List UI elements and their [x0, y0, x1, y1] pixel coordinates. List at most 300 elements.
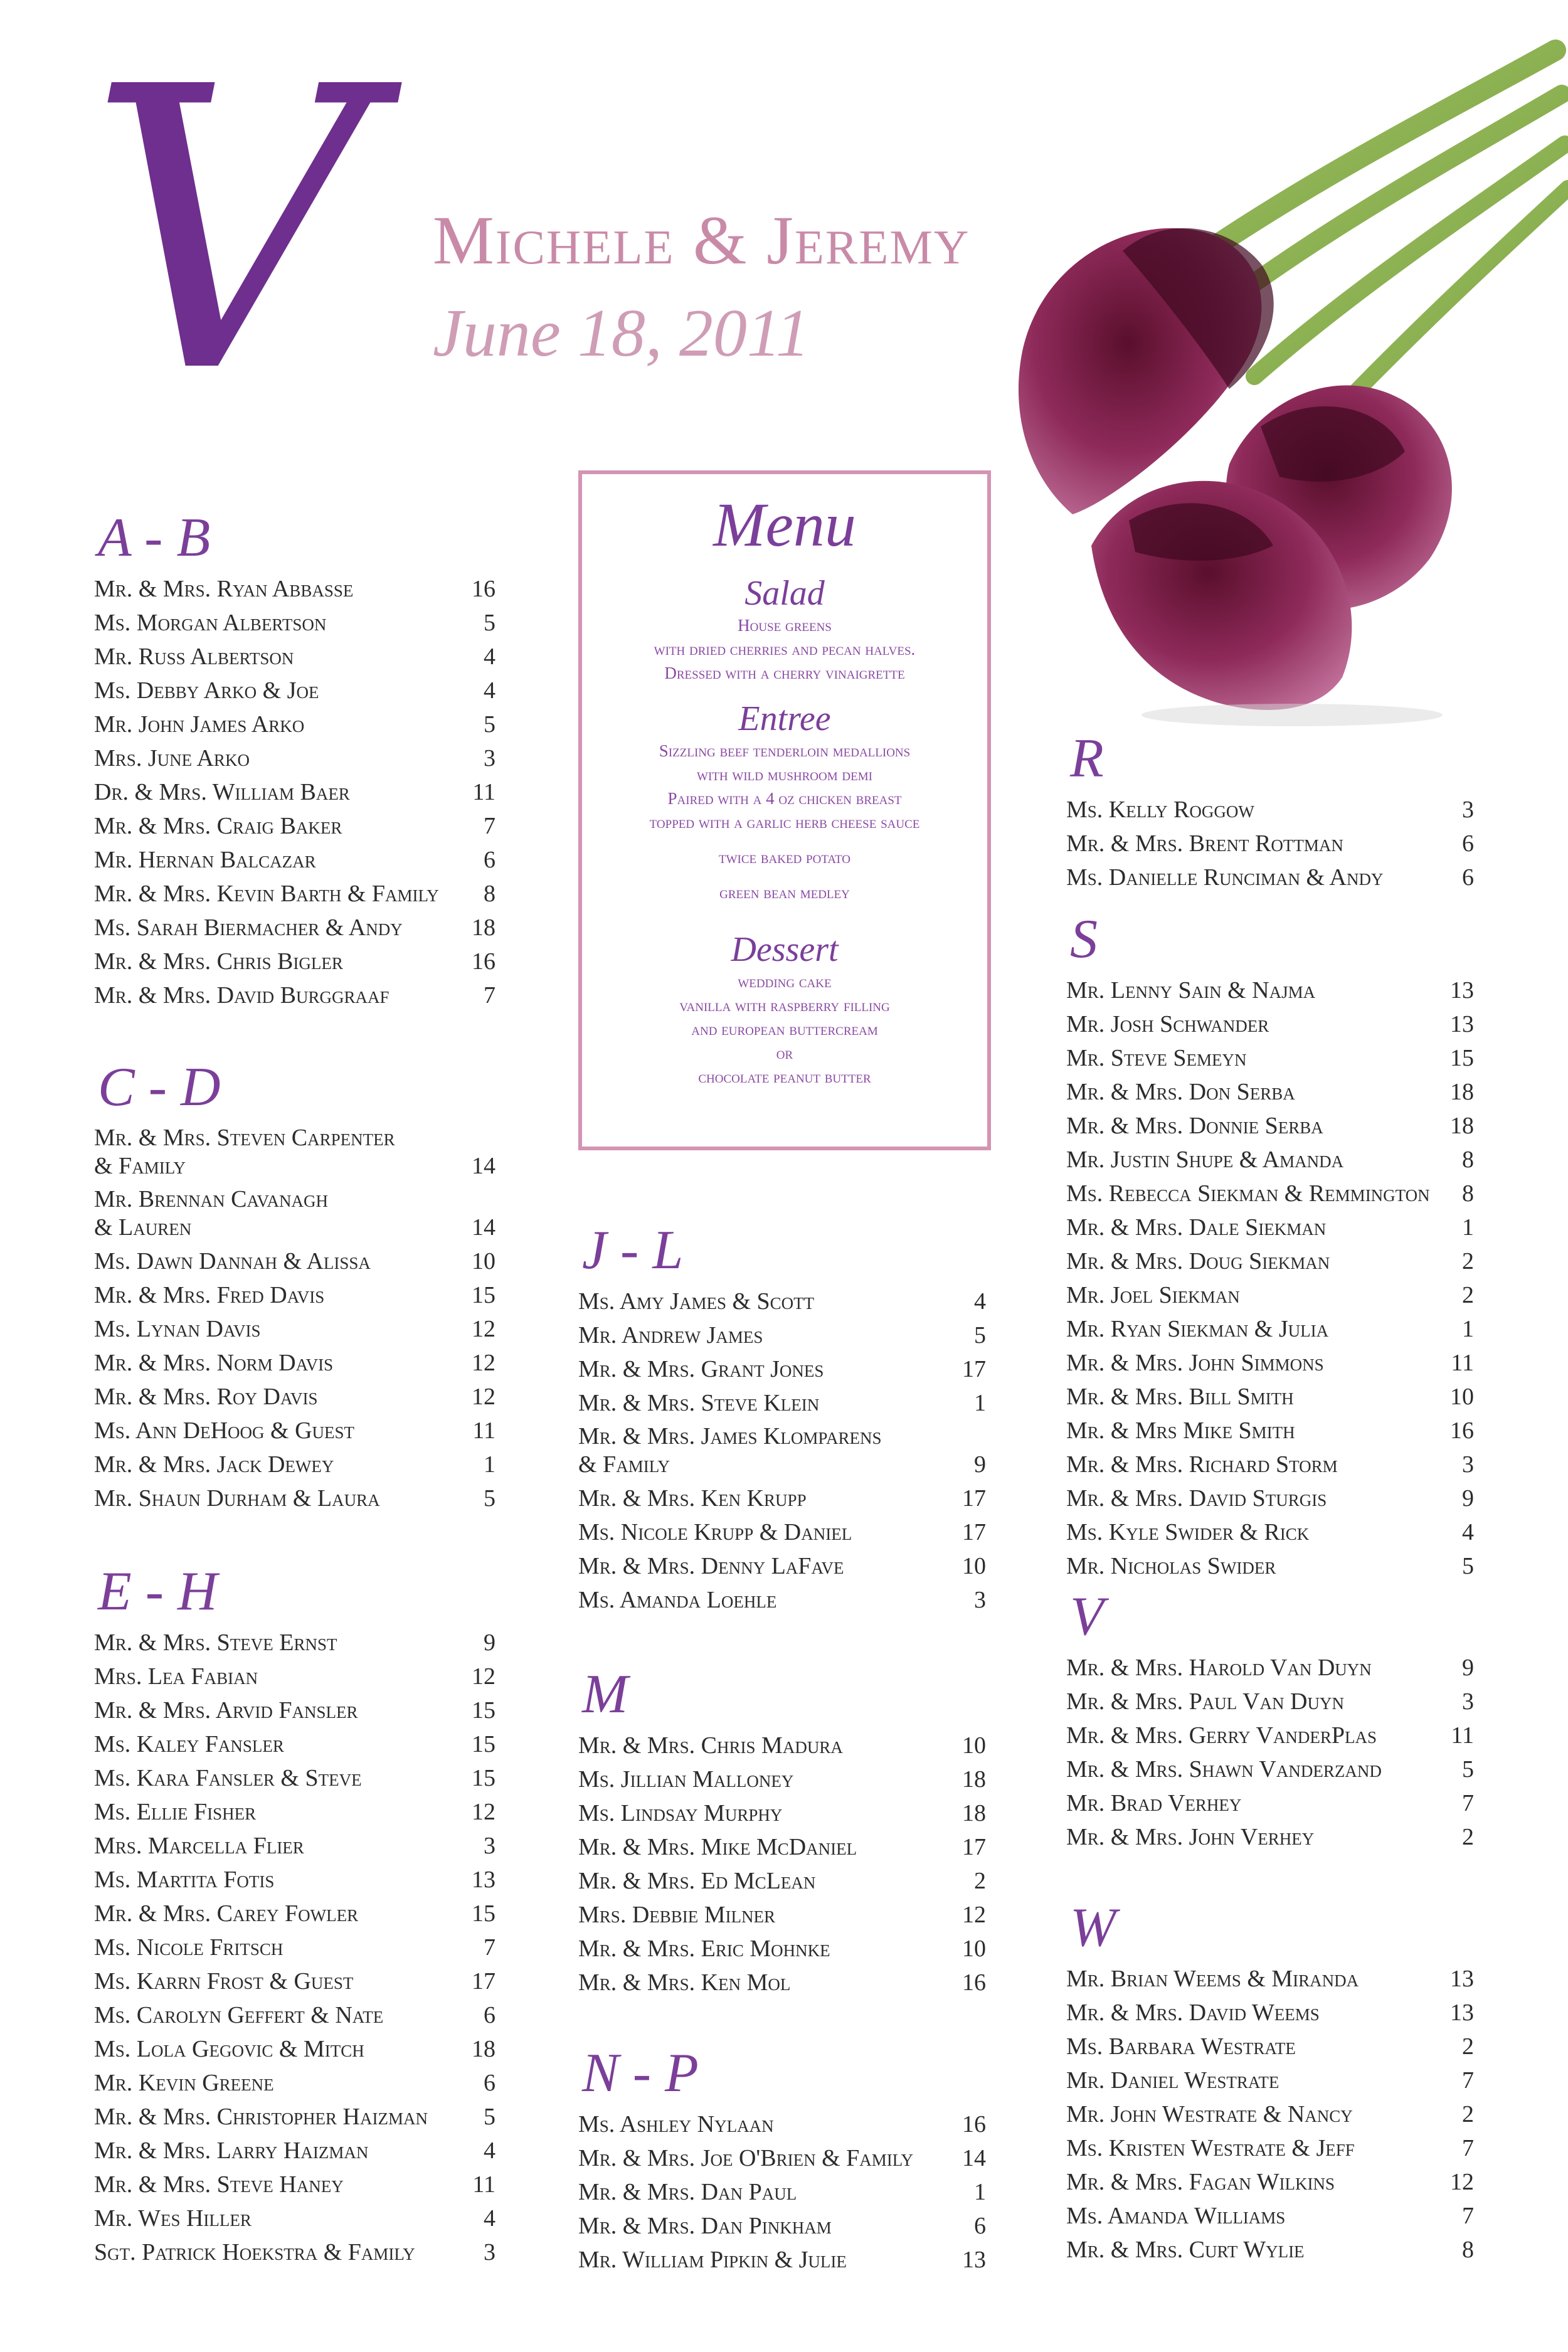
section-title: J - L — [582, 1220, 684, 1281]
guest-name: Ms. Martita Fotis — [94, 1867, 275, 1893]
guest-row — [1066, 1818, 1474, 1851]
guest-name: Dr. & Mrs. William Baer — [94, 779, 350, 805]
table-number: 2 — [1462, 2033, 1474, 2060]
table-number: 17 — [472, 1968, 495, 1994]
guest-name: Mr. & Mrs. David Sturgis — [1066, 1485, 1327, 1512]
menu-line: Dressed with a cherry vinaigrette — [664, 664, 905, 682]
table-number: 13 — [1450, 2000, 1474, 2026]
guest-name: Mr. & Mrs. Joe O'Brien & Family — [578, 2145, 914, 2171]
guest-name: Mr. & Mrs. Craig Baker — [94, 813, 342, 839]
calla-lily-illustration — [966, 25, 1568, 734]
guest-name: Mr. & Mrs. Denny LaFave — [578, 1553, 844, 1579]
section-title: V — [1070, 1586, 1104, 1647]
table-number: 6 — [484, 847, 495, 873]
table-number: 11 — [472, 2171, 495, 2198]
guest-name: Mr. & Mrs. Grant Jones — [578, 1356, 824, 1382]
guest-row — [578, 1929, 986, 1963]
guest-row — [1066, 1959, 1474, 1993]
section-c-d — [94, 1056, 495, 1513]
table-number: 5 — [484, 610, 495, 636]
table-number: 11 — [472, 1417, 495, 1444]
guest-row — [578, 2206, 986, 2240]
couple-names: Michele & Jeremy — [433, 202, 970, 278]
menu-line: with dried cherries and pecan halves. — [654, 640, 916, 659]
guest-name: Mr. Shaun Durham & Laura — [94, 1485, 380, 1512]
table-number: 17 — [962, 1356, 986, 1382]
table-number: 4 — [1462, 1519, 1474, 1545]
guest-name: Mr. & Mrs. Eric Mohnke — [578, 1936, 830, 1962]
guest-name: Mr. & Mrs. Gerry VanderPlas — [1066, 1722, 1377, 1749]
guest-name: Ms. Rebecca Siekman & Remmington — [1066, 1180, 1430, 1207]
table-number: 9 — [1462, 1655, 1474, 1681]
table-number: 6 — [974, 2213, 986, 2239]
guest-name: Mr. & Mrs. Norm Davis — [94, 1350, 334, 1376]
guest-name: Ms. Kara Fansler & Steve — [94, 1765, 362, 1791]
guest-name: Mr. Joel Siekman — [1066, 1282, 1240, 1308]
guest-name: Ms. Kelly Roggow — [1066, 797, 1254, 823]
guest-name: Mr. & Mrs. Ken Mol — [578, 1969, 791, 1996]
menu-side-potato: twice baked potato — [718, 848, 851, 867]
guest-name: Mrs. Marcella Flier — [94, 1833, 304, 1859]
guest-name: Mr. Wes Hiller — [94, 2205, 252, 2232]
guest-name: Mr. Brad Verhey — [1066, 1790, 1242, 1816]
guest-row — [94, 1343, 495, 1377]
guest-row — [94, 2063, 495, 2097]
table-number: 1 — [974, 1390, 986, 1416]
menu-line: wedding cake — [738, 972, 832, 991]
table-number: 12 — [472, 1384, 495, 1410]
menu-line: and european buttercream — [691, 1020, 878, 1039]
table-number: 10 — [472, 1248, 495, 1274]
guest-row — [1066, 1993, 1474, 2027]
guest-row — [1066, 858, 1474, 892]
guest-row — [1066, 1479, 1474, 1513]
table-number: 2 — [1462, 1824, 1474, 1850]
guest-row — [94, 569, 495, 603]
guest-row — [94, 705, 495, 739]
guest-name: Mr. & Mrs. Chris Bigler — [94, 948, 343, 975]
guest-row — [1066, 1547, 1474, 1581]
menu-line: vanilla with raspberry filling — [679, 996, 890, 1015]
guest-row — [94, 1119, 495, 1180]
table-number: 10 — [962, 1732, 986, 1759]
guest-name: Mr. & Mrs. Steven Carpenter & Family — [94, 1125, 395, 1179]
table-number: 11 — [1451, 1722, 1474, 1749]
guest-row — [578, 1417, 986, 1479]
guest-row — [1066, 1377, 1474, 1411]
guest-row — [1066, 1005, 1474, 1039]
guest-row — [1066, 2230, 1474, 2264]
guest-row — [578, 1862, 986, 1895]
section-title: A - B — [98, 507, 211, 568]
guest-name: Mr. Russ Albertson — [94, 644, 294, 670]
table-number: 9 — [484, 1629, 495, 1656]
guest-name: Mr. John Westrate & Nancy — [1066, 2101, 1353, 2127]
table-number: 3 — [484, 745, 495, 771]
table-number: 3 — [484, 1833, 495, 1859]
menu-line: with wild mushroom demi — [697, 765, 872, 784]
guest-row — [94, 1623, 495, 1657]
table-number: 13 — [962, 2247, 986, 2273]
guest-name: Ms. Lola Gegovic & Mitch — [94, 2036, 364, 2062]
section-e-h — [94, 1560, 495, 2267]
guest-row — [94, 840, 495, 874]
guest-name: Ms. Kaley Fansler — [94, 1731, 284, 1757]
guest-row — [1066, 1208, 1474, 1242]
table-number: 7 — [1462, 2067, 1474, 2094]
table-number: 13 — [1450, 1966, 1474, 1992]
table-number: 14 — [472, 1153, 495, 1179]
table-number: 3 — [974, 1587, 986, 1613]
table-number: 7 — [484, 982, 495, 1009]
guest-list — [1066, 971, 1474, 1581]
guest-name: Mrs. Lea Fabian — [94, 1663, 258, 1690]
guest-row — [578, 1794, 986, 1828]
guest-row — [1066, 2163, 1474, 2196]
guest-row — [578, 1581, 986, 1614]
guest-name: Mr. & Mrs. Fagan Wilkins — [1066, 2169, 1335, 2195]
table-number: 7 — [1462, 2203, 1474, 2229]
guest-row — [94, 1725, 495, 1759]
guest-row — [578, 1282, 986, 1316]
guest-name: Ms. Kyle Swider & Rick — [1066, 1519, 1310, 1545]
guest-list — [578, 2105, 986, 2274]
guest-row — [94, 2030, 495, 2063]
guest-row — [94, 1962, 495, 1996]
table-number: 4 — [974, 1288, 986, 1315]
table-number: 18 — [1450, 1079, 1474, 1105]
guest-name: Mr. & Mrs. Curt Wylie — [1066, 2237, 1305, 2263]
menu-line: chocolate peanut butter — [698, 1067, 871, 1086]
guest-row — [1066, 1784, 1474, 1818]
guest-name: Mr. & Mrs. David Weems — [1066, 2000, 1320, 2026]
guest-name: Mr. Brennan Cavanagh & Lauren — [94, 1186, 329, 1241]
guest-row — [1066, 1242, 1474, 1276]
menu-title: Menu — [713, 490, 856, 559]
guest-name: Mr. & Mrs. Arvid Fansler — [94, 1697, 358, 1724]
guest-list — [1066, 790, 1474, 892]
guest-name: Mr. Lenny Sain & Najma — [1066, 977, 1316, 1004]
guest-row — [94, 2131, 495, 2165]
table-number: 5 — [974, 1322, 986, 1348]
menu-salad-lines — [582, 613, 987, 685]
guest-row — [94, 671, 495, 705]
guest-name: Mr. Andrew James — [578, 1322, 763, 1348]
table-number: 12 — [1450, 2169, 1474, 2195]
guest-name: Mr. & Mrs. Dan Pinkham — [578, 2213, 832, 2239]
guest-row — [94, 1445, 495, 1479]
guest-list — [1066, 1648, 1474, 1851]
guest-row — [1066, 2027, 1474, 2061]
guest-name: Mr. & Mrs. Carey Fowler — [94, 1900, 359, 1927]
guest-name: Ms. Ashley Nylaan — [578, 2111, 774, 2137]
table-number: 12 — [472, 1799, 495, 1825]
guest-name: Mr. & Mrs. Ryan Abbasse — [94, 576, 354, 602]
guest-row — [94, 1377, 495, 1411]
table-number: 6 — [1462, 864, 1474, 891]
table-number: 16 — [472, 948, 495, 975]
guest-name: Mr. & Mrs. Shawn Vanderzand — [1066, 1756, 1382, 1783]
table-number: 3 — [1462, 1688, 1474, 1715]
guest-name: Mr. Josh Schwander — [1066, 1011, 1269, 1037]
menu-line: House greens — [738, 616, 832, 635]
table-number: 2 — [1462, 1248, 1474, 1274]
section-s — [1066, 908, 1474, 1581]
guest-row — [1066, 790, 1474, 824]
guest-name: Mr. & Mrs. Fred Davis — [94, 1282, 325, 1308]
guest-row — [1066, 1174, 1474, 1208]
guest-name: Mr. & Mrs. Donnie Serba — [1066, 1113, 1323, 1139]
guest-row — [94, 2165, 495, 2199]
menu-dessert-lines — [582, 970, 987, 1089]
guest-name: Mr. Kevin Greene — [94, 2070, 274, 2096]
guest-name: Mrs. Debbie Milner — [578, 1902, 776, 1928]
table-number: 7 — [484, 1934, 495, 1961]
guest-row — [578, 1963, 986, 1997]
guest-row — [94, 2233, 495, 2267]
guest-row — [1066, 1343, 1474, 1377]
table-number: 15 — [472, 1765, 495, 1791]
guest-name: Mr. & Mrs. Jack Dewey — [94, 1451, 334, 1478]
guest-name: Mr. & Mrs. Roy Davis — [94, 1384, 318, 1410]
guest-row — [1066, 2061, 1474, 2095]
guest-name: Mr. Brian Weems & Miranda — [1066, 1966, 1359, 1992]
guest-row — [94, 603, 495, 637]
table-number: 10 — [1450, 1384, 1474, 1410]
table-number: 4 — [484, 644, 495, 670]
table-number: 17 — [962, 1834, 986, 1860]
guest-name: Ms. Danielle Runciman & Andy — [1066, 864, 1384, 891]
guest-row — [1066, 1310, 1474, 1343]
guest-row — [578, 1726, 986, 1760]
guest-list — [1066, 1959, 1474, 2264]
guest-name: Mr. & Mrs. Brent Rottman — [1066, 830, 1343, 857]
guest-row — [578, 1350, 986, 1384]
guest-name: Ms. Carolyn Geffert & Nate — [94, 2002, 384, 2028]
table-number: 1 — [484, 1451, 495, 1478]
guest-row — [578, 2139, 986, 2173]
table-number: 17 — [962, 1485, 986, 1512]
guest-row — [578, 1828, 986, 1862]
menu-card — [578, 470, 991, 1150]
guest-name: Mr. Ryan Siekman & Julia — [1066, 1316, 1329, 1342]
table-number: 13 — [472, 1867, 495, 1893]
guest-list — [94, 1623, 495, 2267]
section-title: W — [1070, 1897, 1116, 1958]
guest-name: Mr. & Mrs. John Verhey — [1066, 1824, 1315, 1850]
guest-row — [94, 1411, 495, 1445]
guest-list — [578, 1726, 986, 1997]
guest-name: Ms. Amanda Williams — [1066, 2203, 1286, 2229]
guest-row — [94, 1759, 495, 1793]
guest-name: Mr. & Mrs. Christopher Haizman — [94, 2104, 428, 2130]
table-number: 8 — [484, 881, 495, 907]
guest-row — [1066, 1682, 1474, 1716]
table-number: 8 — [1462, 1180, 1474, 1207]
section-m — [578, 1663, 986, 1997]
section-r — [1066, 728, 1474, 892]
guest-name: Mr. & Mrs. Ken Krupp — [578, 1485, 807, 1512]
table-number: 15 — [472, 1282, 495, 1308]
table-number: 12 — [962, 1902, 986, 1928]
guest-row — [1066, 1106, 1474, 1140]
guest-row — [94, 2199, 495, 2233]
guest-name: Mr. & Mrs. Steve Klein — [578, 1390, 820, 1416]
guest-list — [578, 1282, 986, 1614]
section-title: N - P — [582, 2043, 699, 2104]
table-number: 5 — [484, 1485, 495, 1512]
guest-row — [1066, 1140, 1474, 1174]
table-number: 12 — [472, 1663, 495, 1690]
guest-name: Mr. & Mrs. Dan Paul — [578, 2179, 797, 2205]
table-number: 10 — [962, 1936, 986, 1962]
guest-name: Ms. Lynan Davis — [94, 1316, 261, 1342]
guest-name: Ms. Amanda Loehle — [578, 1587, 777, 1613]
guest-row — [94, 1242, 495, 1276]
table-number: 12 — [472, 1350, 495, 1376]
guest-row — [578, 2173, 986, 2206]
table-number: 1 — [974, 2179, 986, 2205]
menu-heading-salad: Salad — [744, 574, 825, 613]
table-number: 18 — [472, 914, 495, 941]
guest-row — [578, 1760, 986, 1794]
guest-row — [94, 1928, 495, 1962]
guest-name: Ms. Kristen Westrate & Jeff — [1066, 2135, 1355, 2161]
table-number: 11 — [472, 779, 495, 805]
guest-name: Mr. & Mrs Mike Smith — [1066, 1417, 1295, 1444]
guest-name: Mr. Nicholas Swider — [1066, 1553, 1276, 1579]
menu-line: Sizzling beef tenderloin medallions — [659, 741, 911, 760]
table-number: 15 — [472, 1731, 495, 1757]
guest-name: Mr. & Mrs. Chris Madura — [578, 1732, 843, 1759]
section-w — [1066, 1897, 1474, 2264]
guest-name: Ms. Nicole Fritsch — [94, 1934, 283, 1961]
table-number: 5 — [1462, 1553, 1474, 1579]
menu-entree-lines — [582, 739, 987, 834]
guest-row — [578, 2105, 986, 2139]
guest-name: Mr. Hernan Balcazar — [94, 847, 316, 873]
guest-row — [578, 1547, 986, 1581]
guest-row — [1066, 1073, 1474, 1106]
section-j-l — [578, 1219, 986, 1614]
guest-row — [94, 1996, 495, 2030]
table-number: 8 — [1462, 2237, 1474, 2263]
guest-name: Mr. Justin Shupe & Amanda — [1066, 1147, 1344, 1173]
guest-name: Ms. Barbara Westrate — [1066, 2033, 1296, 2060]
guest-row — [1066, 1276, 1474, 1310]
guest-row — [94, 908, 495, 942]
guest-name: Mr. & Mrs. James Klomparens & Family — [578, 1423, 882, 1478]
guest-row — [94, 2097, 495, 2131]
table-number: 7 — [484, 813, 495, 839]
table-number: 3 — [484, 2239, 495, 2265]
table-number: 2 — [1462, 2101, 1474, 2127]
menu-line: or — [776, 1044, 793, 1062]
table-number: 2 — [974, 1868, 986, 1894]
guest-row — [578, 2240, 986, 2274]
table-number: 1 — [1462, 1214, 1474, 1241]
table-number: 3 — [1462, 797, 1474, 823]
guest-row — [94, 773, 495, 807]
table-number: 18 — [472, 2036, 495, 2062]
menu-heading-entree: Entree — [738, 699, 831, 738]
table-number: 16 — [472, 576, 495, 602]
table-number: 6 — [1462, 830, 1474, 857]
guest-name: Mr. & Mrs. Steve Haney — [94, 2171, 344, 2198]
menu-side-beans: green bean medley — [719, 883, 850, 902]
table-number: 3 — [1462, 1451, 1474, 1478]
guest-name: Mr. Daniel Westrate — [1066, 2067, 1279, 2094]
guest-row — [94, 1826, 495, 1860]
guest-row — [1066, 1648, 1474, 1682]
guest-row — [1066, 1513, 1474, 1547]
guest-row — [94, 976, 495, 1010]
table-number: 13 — [1450, 977, 1474, 1004]
guest-name: Mr. & Mrs. Larry Haizman — [94, 2137, 369, 2164]
guest-name: Mr. & Mrs. Bill Smith — [1066, 1384, 1294, 1410]
guest-name: Mr. & Mrs. Kevin Barth & Family — [94, 881, 439, 907]
guest-name: Mrs. June Arko — [94, 745, 250, 771]
section-title: S — [1070, 909, 1098, 970]
guest-row — [1066, 1750, 1474, 1784]
guest-row — [578, 1513, 986, 1547]
guest-row — [94, 637, 495, 671]
table-number: 16 — [962, 2111, 986, 2137]
guest-row — [578, 1895, 986, 1929]
guest-row — [578, 1316, 986, 1350]
section-a-b — [94, 507, 495, 1010]
guest-name: Mr. & Mrs. Don Serba — [1066, 1079, 1295, 1105]
guest-name: Mr. John James Arko — [94, 711, 305, 738]
table-number: 4 — [484, 2205, 495, 2232]
guest-row — [1066, 1411, 1474, 1445]
guest-name: Mr. William Pipkin & Julie — [578, 2247, 847, 2273]
guest-row — [94, 1657, 495, 1691]
table-number: 11 — [1451, 1350, 1474, 1376]
guest-row — [94, 1310, 495, 1343]
table-number: 6 — [484, 2002, 495, 2028]
section-title: M — [582, 1664, 628, 1725]
guest-name: Ms. Sarah Biermacher & Andy — [94, 914, 403, 941]
guest-name: Ms. Karrn Frost & Guest — [94, 1968, 354, 1994]
guest-row — [94, 1691, 495, 1725]
table-number: 15 — [1450, 1045, 1474, 1071]
table-number: 7 — [1462, 1790, 1474, 1816]
guest-row — [1066, 1716, 1474, 1750]
guest-list — [94, 569, 495, 1010]
guest-name: Mr. & Mrs. John Simmons — [1066, 1350, 1324, 1376]
table-number: 18 — [1450, 1113, 1474, 1139]
guest-row — [94, 874, 495, 908]
table-number: 1 — [1462, 1316, 1474, 1342]
table-number: 13 — [1450, 1011, 1474, 1037]
table-number: 18 — [962, 1766, 986, 1793]
table-number: 15 — [472, 1900, 495, 1927]
section-n-p — [578, 2042, 986, 2274]
table-number: 9 — [1462, 1485, 1474, 1512]
guest-name: Ms. Morgan Albertson — [94, 610, 327, 636]
guest-name: Ms. Debby Arko & Joe — [94, 677, 319, 704]
section-title: E - H — [98, 1561, 218, 1622]
wedding-date: June 18, 2011 — [433, 296, 810, 371]
section-title: C - D — [98, 1057, 221, 1118]
table-number: 5 — [484, 2104, 495, 2130]
guest-name: Ms. Ann DeHoog & Guest — [94, 1417, 355, 1444]
guest-name: Ms. Jillian Malloney — [578, 1766, 794, 1793]
guest-row — [94, 1180, 495, 1242]
menu-line: topped with a garlic herb cheese sauce — [649, 813, 920, 832]
guest-row — [94, 942, 495, 976]
